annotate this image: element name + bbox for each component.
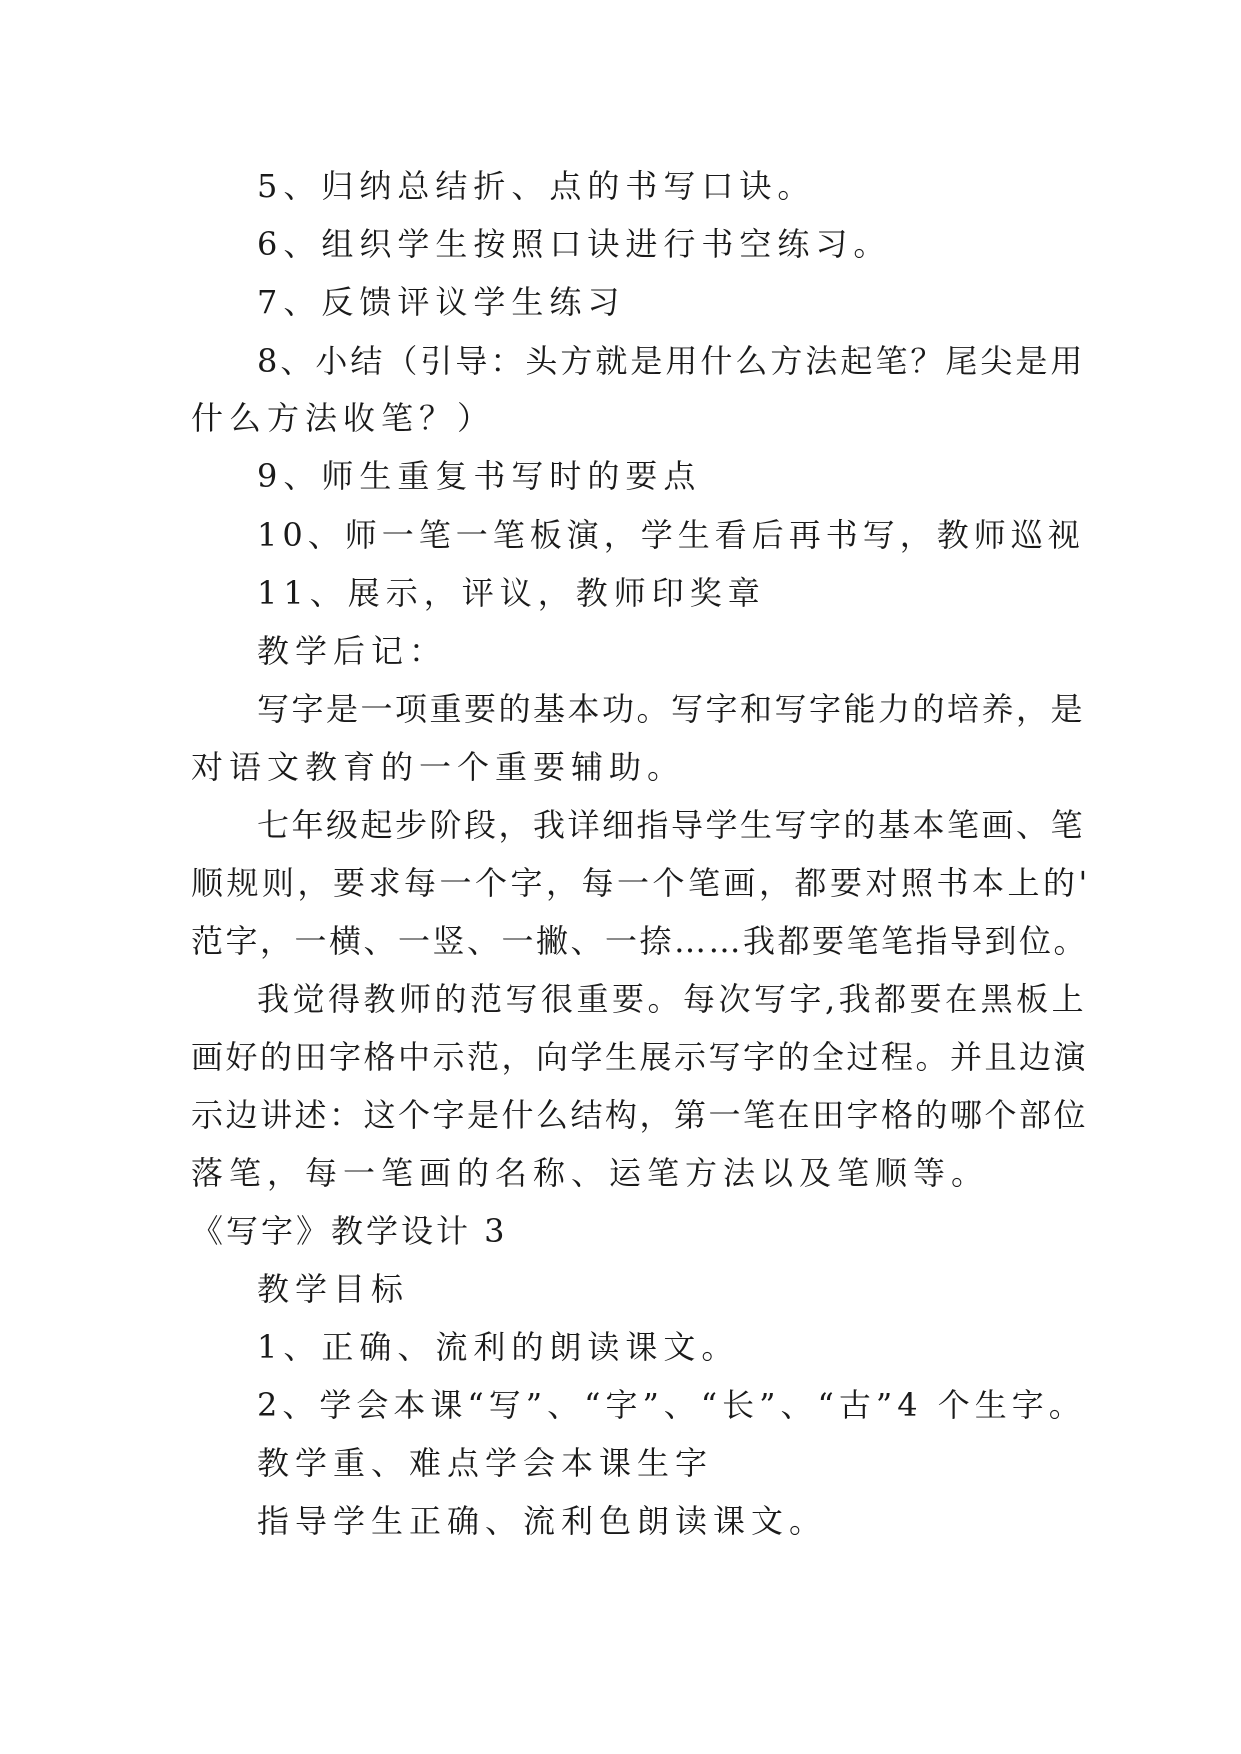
objectives-heading: 教学目标 — [257, 1270, 410, 1308]
afterword-paragraph-2-cont-1: 顺规则，要求每一个字，每一个笔画，都要对照书本上的' — [191, 864, 1091, 902]
key-points-line: 教学重、难点学会本课生字 — [257, 1444, 714, 1482]
objective-1: 1、正确、流利的朗读课文。 — [257, 1328, 740, 1366]
afterword-paragraph-2-cont-2: 范字，一横、一竖、一撇、一捺……我都要笔笔指导到位。 — [191, 922, 1089, 960]
guidance-line: 指导学生正确、流利色朗读课文。 — [257, 1502, 828, 1540]
afterword-paragraph-3-cont-1: 画好的田字格中示范，向学生展示写字的全过程。并且边演 — [191, 1038, 1089, 1076]
afterword-paragraph-1: 写字是一项重要的基本功。写字和写字能力的培养，是 — [257, 690, 1086, 728]
step-8-line: 8、小结（引导：头方就是用什么方法起笔？尾尖是用 — [257, 342, 1086, 380]
section-title: 《写字》教学设计 3 — [191, 1212, 508, 1250]
step-10-line: 10、师一笔一笔板演，学生看后再书写，教师巡视 — [257, 516, 1085, 554]
afterword-paragraph-1-cont: 对语文教育的一个重要辅助。 — [191, 748, 686, 786]
afterword-paragraph-3-cont-2: 示边讲述：这个字是什么结构，第一笔在田字格的哪个部位 — [191, 1096, 1089, 1134]
objective-2: 2、学会本课“写”、“字”、“长”、“古”4 个生字。 — [257, 1386, 1086, 1424]
step-6-line: 6、组织学生按照口诀进行书空练习。 — [257, 225, 892, 263]
step-7-line: 7、反馈评议学生练习 — [257, 283, 626, 321]
afterword-paragraph-2: 七年级起步阶段，我详细指导学生写字的基本笔画、笔 — [257, 806, 1086, 844]
afterword-heading: 教学后记： — [257, 632, 448, 670]
afterword-paragraph-3-cont-3: 落笔，每一笔画的名称、运笔方法以及笔顺等。 — [191, 1154, 990, 1192]
step-5-line: 5、归纳总结折、点的书写口诀。 — [257, 167, 816, 205]
step-8-continuation: 什么方法收笔？） — [191, 399, 496, 437]
step-11-line: 11、展示，评议，教师印奖章 — [257, 574, 766, 612]
afterword-paragraph-3: 我觉得教师的范写很重要。每次写字,我都要在黑板上 — [257, 980, 1088, 1018]
step-9-line: 9、师生重复书写时的要点 — [257, 457, 702, 495]
